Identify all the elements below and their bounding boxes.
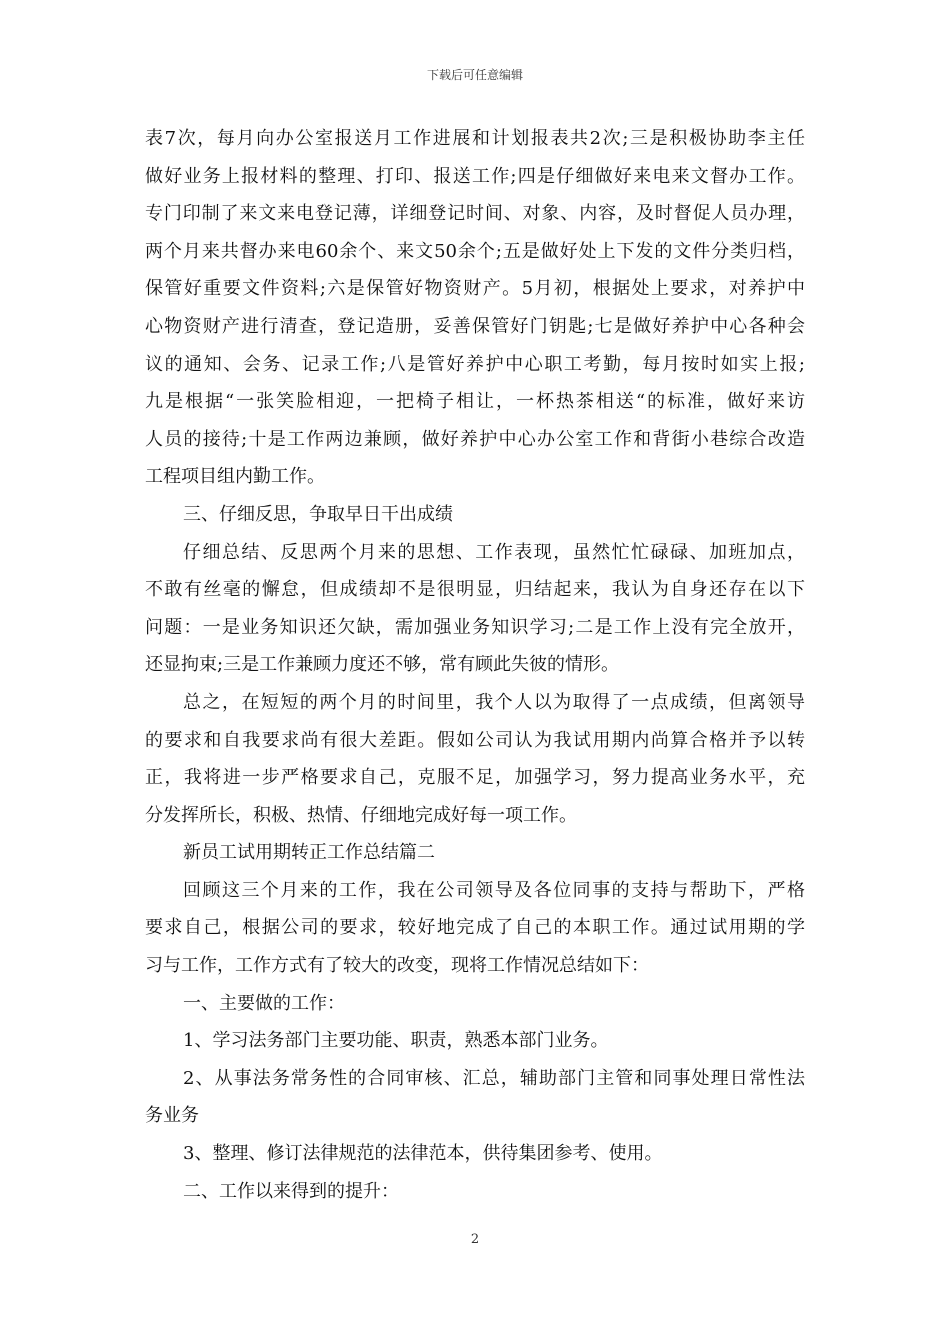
text-line: 三、仔细反思，争取早日干出成绩 [183, 503, 453, 525]
text-line: 问题：一是业务知识还欠缺，需加强业务知识学习;二是工作上没有完全放开， [145, 616, 805, 638]
text-line: 分发挥所长，积极、热情、仔细地完成好每一项工作。 [145, 804, 577, 826]
text-line: 保管好重要文件资料;六是保管好物资财产。5月初，根据处上要求，对养护中 [145, 278, 805, 300]
text-line: 做好业务上报材料的整理、打印、报送工作;四是仔细做好来电来文督办工作。 [145, 165, 805, 187]
text-line: 仔细总结、反思两个月来的思想、工作表现，虽然忙忙碌碌、加班加点， [183, 541, 805, 563]
text-line: 工程项目组内勤工作。 [145, 466, 325, 488]
page-number: 2 [470, 1232, 480, 1247]
text-line: 二、工作以来得到的提升： [183, 1180, 399, 1202]
text-line: 1、学习法务部门主要功能、职责，熟悉本部门业务。 [183, 1030, 609, 1052]
text-line: 习与工作，工作方式有了较大的改变，现将工作情况总结如下： [145, 955, 649, 977]
text-line: 要求自己，根据公司的要求，较好地完成了自己的本职工作。通过试用期的学 [145, 917, 805, 939]
text-line: 正，我将进一步严格要求自己，克服不足，加强学习，努力提高业务水平，充 [145, 767, 805, 789]
text-line: 还显拘束;三是工作兼顾力度还不够，常有顾此失彼的情形。 [145, 654, 620, 676]
text-line: 两个月来共督办来电60余个、来文50余个;五是做好处上下发的文件分类归档， [145, 240, 805, 262]
text-line: 3、整理、修订法律规范的法律范本，供待集团参考、使用。 [183, 1143, 663, 1165]
text-line: 人员的接待;十是工作两边兼顾，做好养护中心办公室工作和背街小巷综合改造 [145, 428, 805, 450]
text-line: 专门印制了来文来电登记薄，详细登记时间、对象、内容，及时督促人员办理， [145, 203, 805, 225]
text-line: 的要求和自我要求尚有很大差距。假如公司认为我试用期内尚算合格并予以转 [145, 729, 805, 751]
text-line: 回顾这三个月来的工作，我在公司领导及各位同事的支持与帮助下，严格 [183, 879, 805, 901]
text-line: 不敢有丝毫的懈怠，但成绩却不是很明显，归结起来，我认为自身还存在以下 [145, 579, 805, 601]
text-line: 务业务 [145, 1105, 199, 1127]
text-line: 总之，在短短的两个月的时间里，我个人以为取得了一点成绩，但离领导 [183, 691, 805, 713]
text-line: 心物资财产进行清查，登记造册，妥善保管好门钥匙;七是做好养护中心各种会 [145, 315, 805, 337]
text-line: 一、主要做的工作： [183, 992, 345, 1014]
text-line: 九是根据“一张笑脸相迎，一把椅子相让，一杯热茶相送“的标准，做好来访 [145, 391, 805, 413]
page-header: 下载后可任意编辑 [426, 68, 523, 82]
text-line: 议的通知、会务、记录工作;八是管好养护中心职工考勤，每月按时如实上报; [145, 353, 805, 375]
text-line: 新员工试用期转正工作总结篇二 [183, 842, 435, 864]
text-line: 2、从事法务常务性的合同审核、汇总，辅助部门主管和同事处理日常性法 [183, 1067, 805, 1089]
document-body [145, 120, 805, 1210]
text-line: 表7次，每月向办公室报送月工作进展和计划报表共2次;三是积极协助李主任 [145, 128, 805, 149]
